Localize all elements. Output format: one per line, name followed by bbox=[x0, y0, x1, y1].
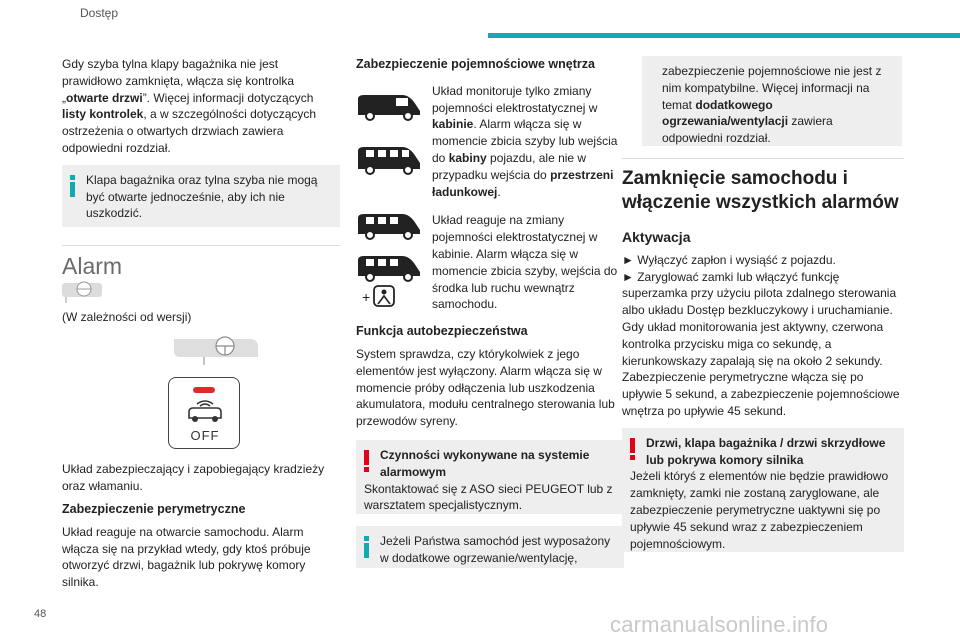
van-cabin-row bbox=[356, 83, 624, 201]
middle-column bbox=[356, 56, 624, 568]
divider bbox=[62, 245, 340, 246]
van-full-row bbox=[356, 212, 624, 313]
watermark: carmanualsonline.info bbox=[610, 612, 829, 637]
van-cabin-icons bbox=[356, 83, 432, 201]
perimeter-heading: Zabezpieczenie perymetryczne bbox=[62, 501, 246, 516]
step-1: ► Wyłączyć zapłon i wysiąść z pojazdu. bbox=[622, 252, 836, 267]
warning-icon bbox=[630, 438, 635, 460]
svg-text:+: + bbox=[362, 289, 371, 306]
alarm-off-button-icon bbox=[168, 377, 240, 449]
section-title: Dostęp bbox=[80, 6, 119, 20]
off-label: OFF bbox=[190, 428, 220, 444]
info-icon bbox=[364, 536, 369, 558]
selfprotect-heading: Funkcja autobezpieczeństwa bbox=[356, 324, 528, 339]
perimeter-text: Układ reaguje na otwarcie samochodu. Alarm włącza się na przykład wtedy, gdy ktoś próbuje otworzyć drzwi, bagażnik lub pokrywę komory silnika. bbox=[62, 524, 311, 590]
continued-text: zabezpieczenie pojemnościowe nie jest z nim kompatybilne. Więcej informacji na temat dodatkowego ogrzewania/wentylacji zawiera odpowiedni rozdział. bbox=[662, 64, 882, 146]
info-box-heating: Jeżeli Państwa samochód jest wyposażony w dodatkowe ogrzewanie/wentylację, bbox=[356, 526, 624, 568]
warning-icon bbox=[364, 450, 369, 472]
info-box-continued bbox=[642, 56, 902, 146]
van-full-icons bbox=[356, 212, 432, 313]
car-waves-icon bbox=[183, 398, 227, 424]
lock-heading: Zamknięcie samochodu i włączenie wszystkich alarmów bbox=[622, 168, 899, 213]
step-2: ► Zaryglować zamki lub włączyć funkcję superzamka przy użyciu pilota zdalnego sterowania albo układu Dostęp bezkluczykowy i uruchamianie. bbox=[622, 269, 897, 318]
alarm-heading: Alarm bbox=[62, 252, 123, 279]
left-column bbox=[62, 56, 340, 591]
divider bbox=[622, 158, 904, 159]
header-accent-bar bbox=[488, 33, 960, 38]
volumetric-heading: Zabezpieczenie pojemnościowe wnętrza bbox=[356, 57, 595, 71]
selfprotect-text: System sprawdza, czy którykolwiek z jego elementów jest wyłączony. Alarm włącza się w momencie próby odłączenia lub uszkodzenia akumulatora, modułu centralnego sterowania lub przewodów syreny. bbox=[356, 346, 615, 429]
dashboard-location-illustration bbox=[170, 333, 340, 367]
activation-heading: Aktywacja bbox=[622, 229, 691, 245]
page-number: 48 bbox=[34, 608, 47, 620]
activation-text: Gdy układ monitorowania jest aktywny, czerwona kontrolka przycisku miga co sekundę, a kierunkowskazy zapalają się na około 2 sekundy. Zabezpieczenie perymetryczne włącza się po upływie 5 sekund, a zabezpieczenie pojemnościowe wnętrza po upływie 45 sekund. bbox=[622, 319, 900, 418]
system-description: Układ zabezpieczający i zapobiegający kradzieży oraz włamaniu. bbox=[62, 462, 325, 494]
dashboard-small-icon bbox=[62, 279, 340, 305]
warning-box-alarm-work: Czynności wykonywane na systemie alarmowym Skontaktować się z ASO sieci PEUGEOT lub z warsztatem specjalistycznym. bbox=[356, 440, 624, 514]
info-icon bbox=[70, 175, 75, 197]
van-full-text: Układ reaguje na zmiany pojemności elektrostatycznej w kabinie. Alarm włącza się w momencie zbicia szyby, wejścia do środka lub ruchu wewnątrz samochodu. bbox=[432, 213, 618, 312]
intro-paragraph: Gdy szyba tylna klapy bagażnika nie jest prawidłowo zamknięta, włącza się kontrolka „otwarte drzwi”. Więcej informacji dotyczących listy kontrolek, a w szczególności dotyczących ostrzeżenia o otwartych drzwiach zawiera odpowiedni rozdział. bbox=[62, 57, 317, 155]
red-led-icon bbox=[193, 387, 215, 393]
version-note: (W zależności od wersji) bbox=[62, 309, 192, 324]
van-cabin-text: Układ monitoruje tylko zmiany pojemności elektrostatycznej w kabinie. Alarm włącza się w momencie zbicia szyby lub wejścia do kabiny pojazdu, ale nie w przypadku wejścia do przestrzeni ładunkowej. bbox=[432, 83, 618, 199]
warning-box-doors: Drzwi, klapa bagażnika / drzwi skrzydłowe lub pokrywa komory silnika Jeżeli któryś z elementów nie będzie prawidłowo zamknięty, zamki nie zostaną zaryglowane, ale zabezpieczenie perymetryczne uaktywni się po upływie 45 sekund wraz z zabezpieczeniem pojemnościowym. bbox=[622, 428, 904, 552]
info-box-tailgate: Klapa bagażnika oraz tylna szyba nie mogą być otwarte jednocześnie, aby ich nie uszkodzić. bbox=[62, 165, 340, 227]
right-column bbox=[622, 56, 904, 552]
